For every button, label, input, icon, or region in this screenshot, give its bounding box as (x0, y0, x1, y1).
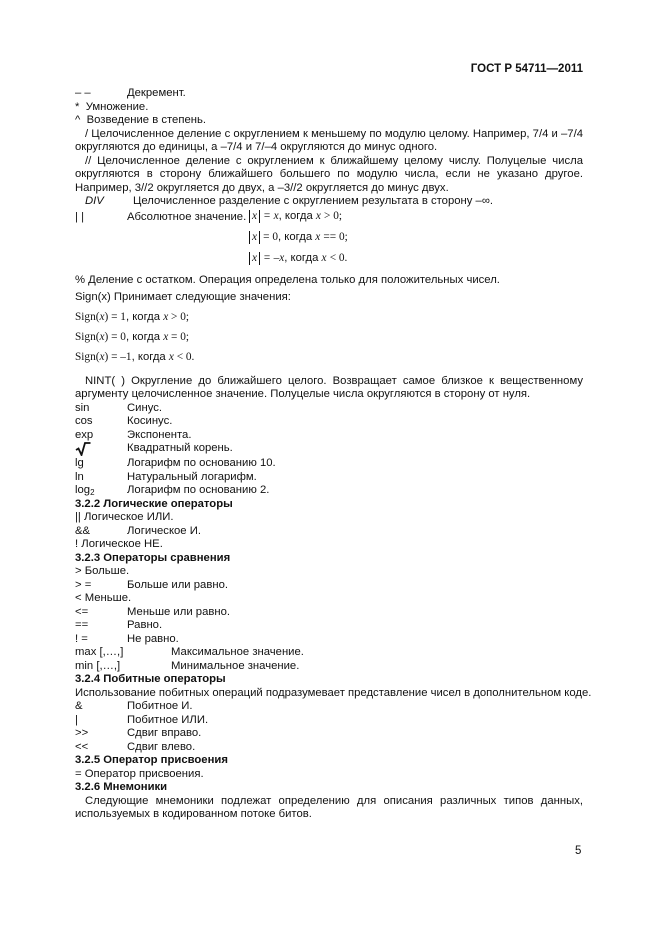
list-item (75, 101, 583, 115)
document-code-header: ГОСТ Р 54711—2011 (470, 63, 583, 75)
operator-description: Возведение в степень. (86, 114, 206, 126)
bitwise-intro: Использование побитных операций подразумевает представление чисел в дополнительном коде. (75, 686, 592, 699)
page-content (75, 87, 592, 822)
function-name: ln (75, 470, 84, 483)
abs-case-2: x = 0, когда x == 0; (249, 231, 348, 245)
operator-symbol: & (75, 700, 83, 712)
function-description: Логарифм по основанию 10. (127, 457, 276, 469)
operator-symbol: DIV (85, 195, 104, 207)
operator-description: Побитное ИЛИ. (127, 713, 209, 726)
section-heading: 3.2.4 Побитные операторы (75, 673, 226, 685)
operator-symbol: ! = (75, 632, 88, 645)
abs-value-row (75, 230, 583, 247)
list-item (75, 633, 583, 647)
operator-symbol: | | (75, 210, 85, 223)
list-item (75, 646, 583, 660)
function-name: exp (75, 428, 94, 441)
operator-symbol: == (75, 619, 89, 631)
list-item (75, 429, 583, 443)
list-item (75, 525, 583, 539)
list-item (75, 457, 583, 471)
operator-description: Сдвиг вправо. (127, 727, 202, 739)
operator-symbol: >> (75, 727, 89, 739)
list-item: = Оператор присвоения. (75, 767, 204, 780)
operator-description: Не равно. (127, 632, 179, 645)
section-heading: 3.2.2 Логические операторы (75, 497, 233, 510)
operator-symbol: ^ (75, 114, 81, 126)
sign-case: Sign(x) = 1, когда x > 0; (75, 310, 190, 323)
operator-description: Побитное И. (127, 700, 193, 712)
operator-description: Декремент. (127, 87, 186, 99)
function-name: lg (75, 457, 84, 469)
list-item (75, 484, 583, 498)
function-description: Синус. (127, 401, 163, 414)
section-heading: 3.2.6 Мнемоники (75, 781, 168, 793)
list-item (75, 714, 583, 728)
function-description: Экспонента. (127, 428, 192, 441)
function-description: Логарифм по основанию 2. (127, 484, 270, 496)
operator-symbol: – – (75, 87, 91, 99)
operator-symbol: << (75, 740, 89, 753)
operator-description: Минимальное значение. (171, 659, 300, 672)
integer-division-paragraph: / Целочисленное деление с округлением к меньшему по модулю целому. Например, 7/4 и –7/4 округляются до единицы, а –7/4 и 7/–4 округляются до минус одного. (75, 127, 583, 153)
list-item (75, 619, 583, 633)
rounding-division-paragraph: // Целочисленное деление с округлением к ближайшему целому числу. Полуцелые числа округляются в сторону ближайшего большего по модулю числа, если не указано другое. Например, 3//2 округляется до двух, а –3//2 округляется до минус двух. (75, 154, 583, 194)
operator-description: Меньше или равно. (127, 605, 231, 618)
sign-case: Sign(x) = –1, когда x < 0. (75, 350, 195, 363)
operator-description: Логическое И. (127, 524, 201, 537)
function-name: sin (75, 401, 90, 414)
abs-case-3: x = –x, когда x < 0. (249, 252, 347, 266)
list-item (75, 741, 583, 755)
function-name: $\log_2$ (75, 484, 95, 497)
operator-description: Максимальное значение. (171, 646, 304, 658)
list-item (75, 727, 583, 741)
list-item (75, 471, 583, 485)
mnemonics-paragraph: Следующие мнемоники подлежат определению для описания различных типов данных, используемых в кодированном потоке битов. (75, 794, 583, 820)
sign-case: Sign(x) = 0, когда x = 0; (75, 330, 190, 343)
list-item: ! Логическое НЕ. (75, 538, 163, 550)
operator-description: Равно. (127, 619, 163, 631)
function-description: Квадратный корень. (127, 442, 233, 454)
list-item (85, 195, 583, 209)
list-item (75, 442, 583, 457)
abs-case-1: x = x, когда x > 0; (249, 210, 342, 224)
nint-paragraph: NINT( ) Округление до ближайшего целого. Возвращает самое близкое к вещественному аргументу целочисленное значение. Полуцелые числа округляются в сторону от нуля. (75, 374, 583, 400)
list-item (75, 700, 583, 714)
function-description: Натуральный логарифм. (127, 470, 257, 483)
operator-description: Сдвиг влево. (127, 740, 196, 753)
list-item (75, 579, 583, 593)
operator-symbol: max [,…,] (75, 646, 124, 658)
list-item (75, 87, 583, 101)
list-item: > Больше. (75, 565, 130, 577)
list-item (75, 114, 583, 128)
list-item (75, 660, 583, 674)
function-description: Косинус. (127, 415, 173, 427)
section-heading: 3.2.3 Операторы сравнения (75, 551, 231, 564)
list-item (75, 606, 583, 620)
operator-description: Больше или равно. (127, 578, 228, 591)
page-number: 5 (575, 845, 582, 857)
abs-value-row (75, 209, 583, 226)
operator-symbol: min [,…,] (75, 659, 121, 672)
abs-value-row (75, 251, 583, 268)
list-item: || Логическое ИЛИ. (75, 511, 174, 523)
operator-symbol: <= (75, 605, 89, 618)
sign-intro: Sign(x) Принимает следующие значения: (75, 291, 291, 303)
operator-symbol: * (75, 100, 80, 113)
modulo-paragraph: % Деление с остатком. Операция определена только для положительных чисел. (75, 273, 500, 286)
list-item: < Меньше. (75, 592, 132, 604)
operator-symbol: && (75, 524, 91, 537)
operator-symbol: > = (75, 578, 92, 591)
operator-description: Умножение. (85, 100, 149, 113)
list-item (75, 402, 583, 416)
function-name: cos (75, 415, 93, 427)
list-item (75, 415, 583, 429)
operator-description: Целочисленное разделение с округлением результата в сторону –∞. (133, 195, 494, 207)
section-heading: 3.2.5 Оператор присвоения (75, 754, 228, 766)
operator-description: Абсолютное значение. (127, 210, 247, 223)
operator-symbol: | (75, 713, 78, 726)
